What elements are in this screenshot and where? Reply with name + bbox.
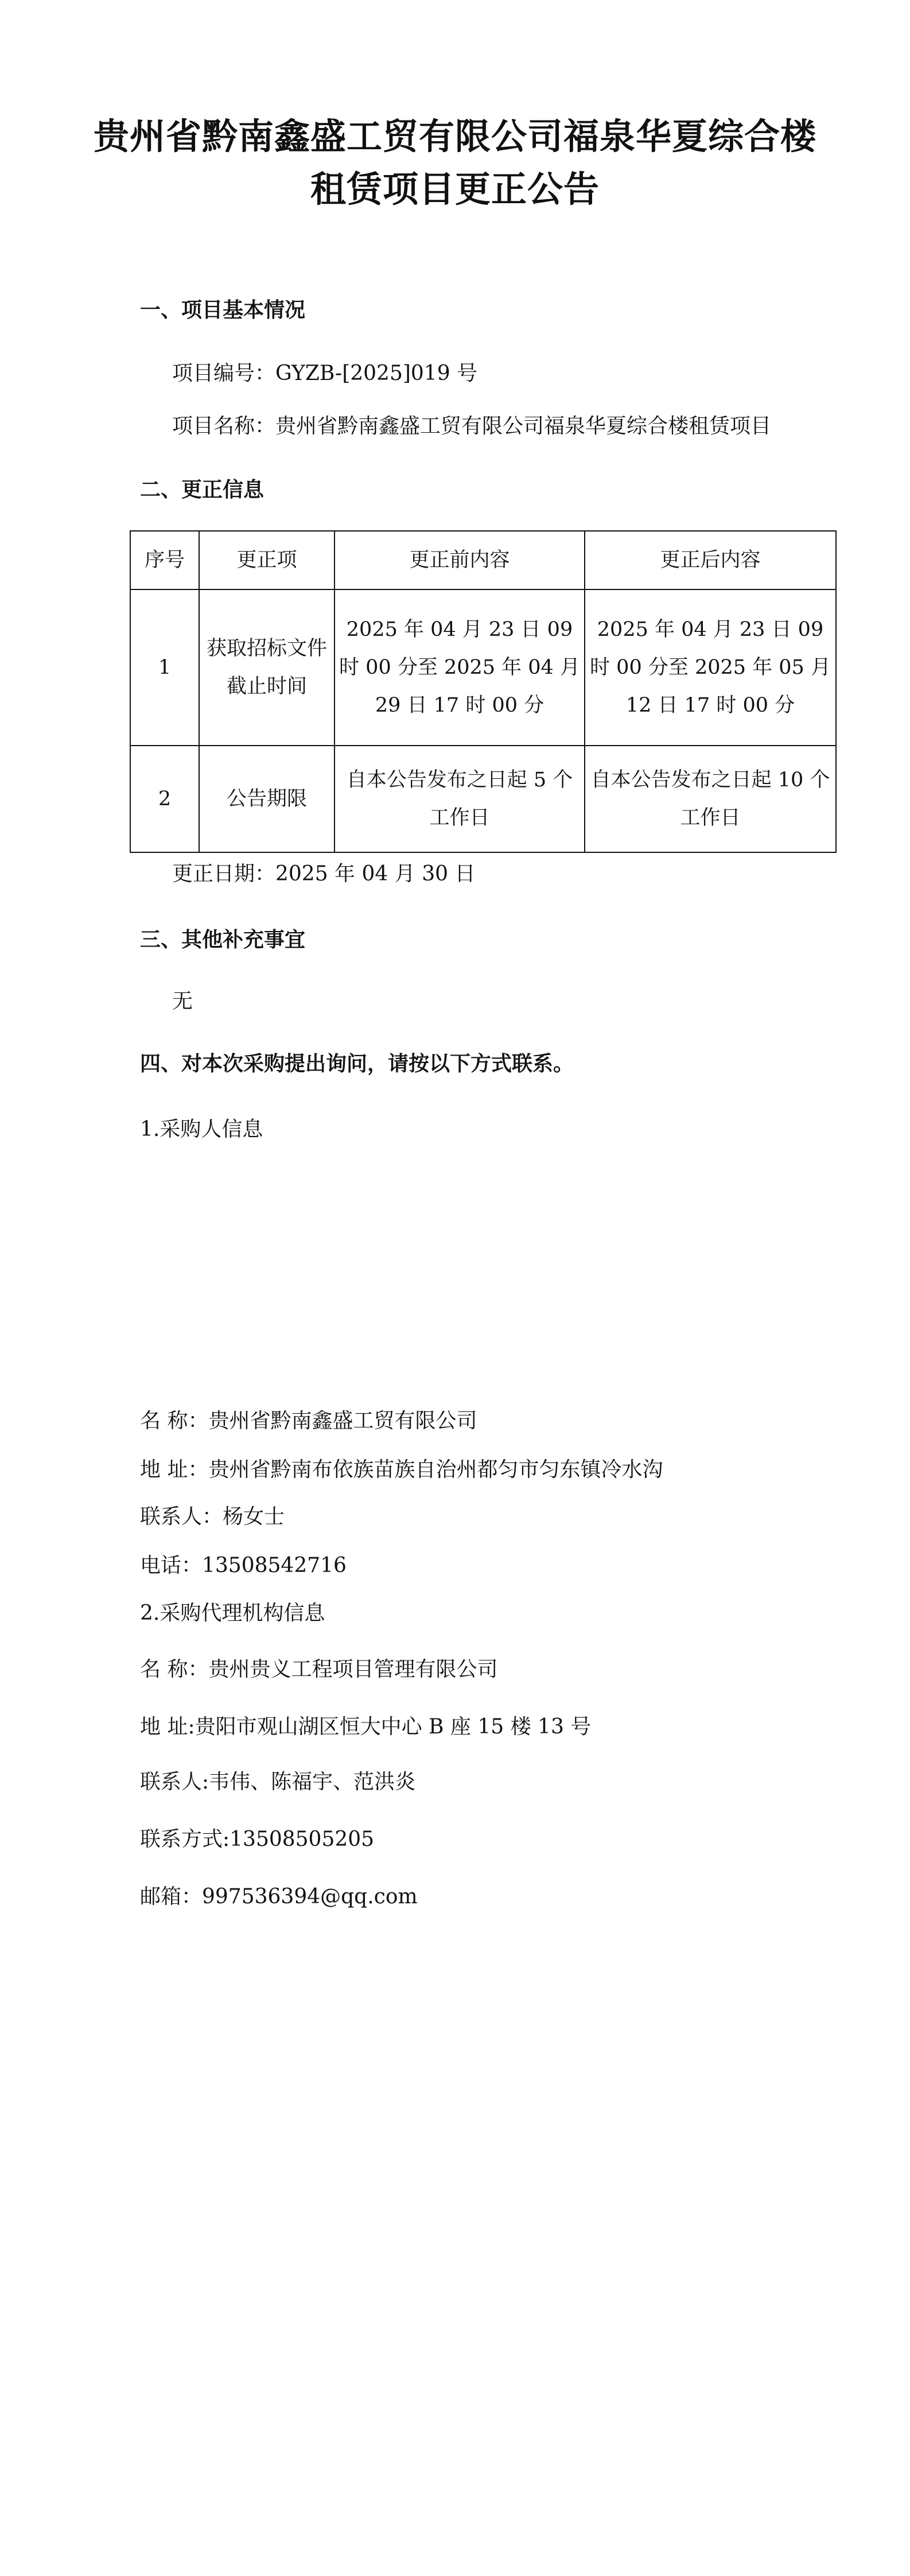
notice-title-line1: 贵州省黔南鑫盛工贸有限公司福泉华夏综合楼 xyxy=(93,115,816,157)
project-name: 项目名称：贵州省黔南鑫盛工贸有限公司福泉华夏综合楼租赁项目 xyxy=(172,414,772,438)
correction-item: 获取招标文件截止时间 xyxy=(199,589,335,746)
purchaser-name: 名 称：贵州省黔南鑫盛工贸有限公司 xyxy=(140,1409,477,1433)
row-number: 2 xyxy=(130,746,199,852)
purchaser-address: 地 址：贵州省黔南布依族苗族自治州都匀市匀东镇冷水沟 xyxy=(140,1458,663,1481)
table-header-cell: 序号 xyxy=(130,531,199,589)
purchaser-phone: 电话：13508542716 xyxy=(140,1554,347,1577)
agency-info-heading: 2.采购代理机构信息 xyxy=(140,1601,325,1625)
content-after: 自本公告发布之日起 10 个工作日 xyxy=(585,746,836,852)
table-header-cell: 更正前内容 xyxy=(335,531,585,589)
purchaser-contact: 联系人：杨女士 xyxy=(140,1505,285,1528)
row-number: 1 xyxy=(130,589,199,746)
content-before: 2025 年 04 月 23 日 09 时 00 分至 2025 年 04 月 29 日 17 时 00 分 xyxy=(335,589,585,746)
agency-name: 名 称：贵州贵义工程项目管理有限公司 xyxy=(140,1658,498,1681)
agency-email: 邮箱：997536394@qq.com xyxy=(140,1885,418,1908)
table-header-cell: 更正后内容 xyxy=(585,531,836,589)
section3-heading: 三、其他补充事宜 xyxy=(140,928,306,952)
notice-title-line2: 租赁项目更正公告 xyxy=(310,168,600,210)
supplementary-content: 无 xyxy=(172,990,193,1013)
content-before: 自本公告发布之日起 5 个工作日 xyxy=(335,746,585,852)
table-header-cell: 更正项 xyxy=(199,531,335,589)
content-after: 2025 年 04 月 23 日 09 时 00 分至 2025 年 05 月 12 日 17 时 00 分 xyxy=(585,589,836,746)
agency-phone: 联系方式:13508505205 xyxy=(140,1828,375,1851)
section1-heading: 一、项目基本情况 xyxy=(140,298,306,322)
section2-heading: 二、更正信息 xyxy=(140,478,265,502)
table-header-row xyxy=(130,531,836,589)
table-row xyxy=(130,746,836,852)
purchaser-info-heading: 1.采购人信息 xyxy=(140,1118,263,1141)
section4-heading: 四、对本次采购提出询问，请按以下方式联系。 xyxy=(140,1052,574,1076)
agency-address: 地 址:贵阳市观山湖区恒大中心 B 座 15 楼 13 号 xyxy=(140,1715,592,1739)
correction-table xyxy=(130,530,837,853)
correction-item: 公告期限 xyxy=(199,746,335,852)
project-number: 项目编号：GYZB-[2025]019 号 xyxy=(172,362,478,385)
table-row xyxy=(130,589,836,746)
agency-contact: 联系人:韦伟、陈福宇、范洪炎 xyxy=(140,1770,416,1794)
correction-date: 更正日期：2025 年 04 月 30 日 xyxy=(172,862,476,886)
